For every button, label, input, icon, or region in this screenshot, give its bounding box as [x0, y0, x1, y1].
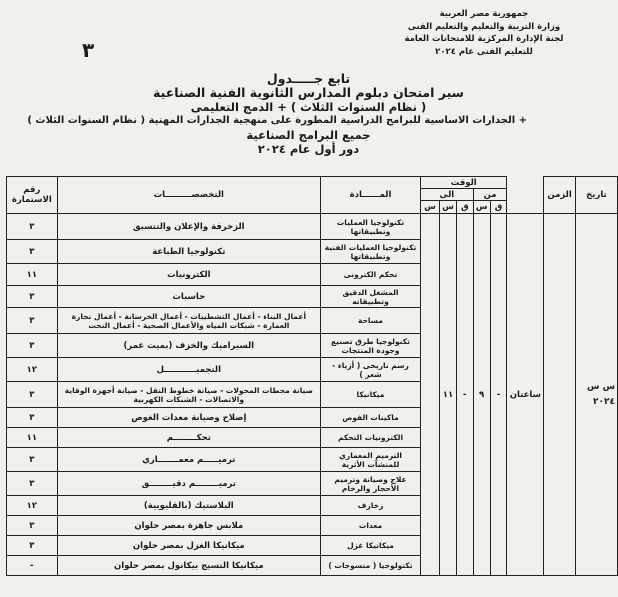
header-form-number: رقم الاستمارة: [7, 177, 58, 214]
row-material: ماكينات الفوص: [320, 408, 420, 428]
row-material: تكنولوجيا ( منسوجات ): [320, 556, 420, 576]
page-number: ٣: [82, 38, 95, 62]
row-specialization: تحكــــــــم: [57, 428, 320, 448]
row-form-number: -: [7, 556, 58, 576]
row-form-number: ٣: [7, 516, 58, 536]
row-specialization: ميكانيكا الغزل بمصر حلوان: [57, 536, 320, 556]
document-titles: [27, 71, 537, 156]
row-specialization: حاسبات: [57, 286, 320, 308]
row-specialization: التجميـــــــــــل: [57, 358, 320, 382]
header-material: المــــــادة: [320, 177, 420, 214]
title-line-1: تابع جـــــدول: [266, 71, 351, 86]
header-to-h: س: [421, 201, 440, 214]
row-specialization: الكترونيات: [57, 264, 320, 286]
header-time: الزمن: [544, 177, 576, 214]
header-waqt: الوقت: [421, 177, 507, 189]
header-date: تاريخ: [575, 177, 617, 214]
row-form-number: ٣: [7, 240, 58, 264]
row-form-number: ٣: [7, 408, 58, 428]
row-specialization: ترميــــــــم دقيــــــــق: [57, 472, 320, 496]
row-material: تحكم الكترونى: [320, 264, 420, 286]
title-line-4: + الجدارات الاساسية للبرامج الدراسية المطورة على منهجية الجدارات المهنية ( نظام السنوات الثلاث ): [27, 115, 527, 126]
row-specialization: البلاستيك (بالقليوبية): [57, 496, 320, 516]
header-specializations: التخصصـــــــــات: [57, 177, 320, 214]
exam-date-cell: س س ٢٠٢٤: [575, 214, 617, 576]
row-form-number: ١٢: [7, 358, 58, 382]
row-form-number: ١١: [7, 264, 58, 286]
row-specialization: ملابس جاهزة بمصر حلوان: [57, 516, 320, 536]
header-to: الى: [421, 189, 474, 201]
row-material: تكنولوجيا العمليات وتطبيقاتها: [320, 214, 420, 240]
row-material: المشغل الدقيق وتطبيقاته: [320, 286, 420, 308]
title-line-5: جميع البرامج الصناعية: [246, 128, 371, 142]
title-line-2: سير امتحان دبلوم المدارس الثانوية الفنية الصناعية: [153, 85, 464, 100]
row-form-number: ١٢: [7, 496, 58, 516]
row-specialization: الزخرفة والإعلان والتنسيق: [57, 214, 320, 240]
title-line-6: دور أول عام ٢٠٢٤: [257, 142, 360, 156]
header-duration-blank: [507, 177, 544, 214]
header-from: من: [473, 189, 507, 201]
row-form-number: ٣: [7, 382, 58, 408]
row-specialization: تكنولوجيا الطباعة: [57, 240, 320, 264]
row-specialization: إصلاح وصيانة معدات الغوص: [57, 408, 320, 428]
exam-to-minutes: -: [456, 214, 473, 576]
row-form-number: ٣: [7, 286, 58, 308]
row-form-number: ٣: [7, 308, 58, 334]
header-to-s: س: [440, 201, 457, 214]
exam-to-hour: ١١: [440, 214, 457, 576]
org-line-2: وزارة التربية والتعليم والتعليم الفنى: [407, 21, 561, 32]
row-specialization: ميكانيكا النسيج بيكانول بمصر حلوان: [57, 556, 320, 576]
row-material: تكنولوجيا العمليات الفنية وتطبيقاتها: [320, 240, 420, 264]
row-form-number: ٣: [7, 334, 58, 358]
row-form-number: ٣: [7, 448, 58, 472]
row-material: علاج وصيانة وترميم الأحجار والرخام: [320, 472, 420, 496]
exam-to-extra: [421, 214, 440, 576]
row-material: الكترونيات التحكم: [320, 428, 420, 448]
row-form-number: ٣: [7, 214, 58, 240]
header-to-q: ق: [456, 201, 473, 214]
header-from-q: ق: [490, 201, 507, 214]
exam-duration: ساعتان: [507, 214, 544, 576]
row-material: تكنولوجيا طرق تصنيع وجودة المنتجات: [320, 334, 420, 358]
row-material: الترميم المعماري للمنشآت الأثرية: [320, 448, 420, 472]
row-material: معدات: [320, 516, 420, 536]
row-form-number: ٣: [7, 536, 58, 556]
row-specialization: ترميـــــم معمـــــــاري: [57, 448, 320, 472]
exam-schedule-table: [6, 176, 618, 576]
row-material: مساحة: [320, 308, 420, 334]
row-form-number: ١١: [7, 428, 58, 448]
row-material: ميكانيكا: [320, 382, 420, 408]
org-line-3: لجنة الإدارة المركزية للامتحانات العامة: [404, 34, 564, 44]
org-line-1: جمهورية مصر العربية: [439, 9, 529, 19]
exam-from-minutes: -: [490, 214, 507, 576]
ministry-header: [389, 8, 579, 58]
row-form-number: ٣: [7, 472, 58, 496]
title-line-3: ( نظام السنوات الثلاث ) + الدمج التعليمى: [190, 100, 427, 114]
org-line-4: للتعليم الفنى عام ٢٠٢٤: [435, 46, 533, 57]
row-specialization: السيراميك والخزف (بميت غمر): [57, 334, 320, 358]
header-from-s: س: [473, 201, 490, 214]
exam-time-cell: [544, 214, 576, 576]
row-material: زخارف: [320, 496, 420, 516]
row-specialization: صيانة محطات المحولات - صيانة خطوط النقل - صيانة أجهزة الوقاية والاتصالات - الشبكات الكهربية: [57, 382, 320, 408]
row-material: ميكانيكا غزل: [320, 536, 420, 556]
row-material: رسم تاريخى ( أزياء - شعر ): [320, 358, 420, 382]
row-specialization: أعمال البناء - أعمال التشطيبات - أعمال الخرسانة - أعمال نجارة العمارة - شبكات المياه والأعمال الصحية - أعمال النحت: [57, 308, 320, 334]
exam-from-hour: ٩: [473, 214, 490, 576]
